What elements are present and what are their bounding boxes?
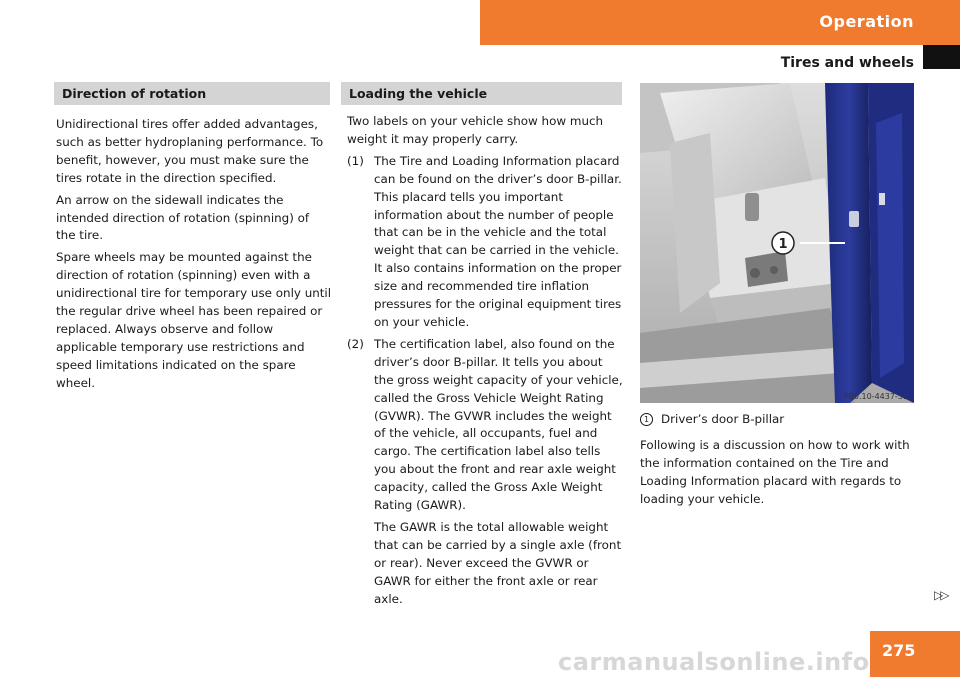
subsection-title: Tires and wheels bbox=[780, 55, 914, 71]
list-text: The certification label, also found on the driver’s door B-pillar. It tells you about the gross weight capacity of your vehicle, called the Gross Vehicle Weight Rating (GVWR). The GVWR includes the weight of the vehicle, all occupants, fuel and cargo. The certification label also tells you about the front and rear axle weight capacity, called the Gross Axle Weight Rating (GAWR). bbox=[374, 336, 623, 513]
paragraph: Following is a discussion on how to work with the information contained on the Tire and Loading Information placard with regards to loading your vehicle. bbox=[640, 437, 910, 506]
paragraph: An arrow on the sidewall indicates the intended direction of rotation (spinning) of the tire. bbox=[56, 192, 310, 243]
left-column bbox=[56, 116, 332, 397]
caption-number-icon: 1 bbox=[640, 413, 653, 426]
list-number: (2) bbox=[347, 336, 364, 351]
right-column bbox=[640, 411, 918, 513]
image-code: P00.10-4437-31 bbox=[843, 392, 908, 401]
photo-callout: 1 bbox=[778, 237, 788, 252]
list-subtext: The GAWR is the total allowable weight that can be carried by a single axle (front or rear). Never exceed the GVWR or GAWR for either the front axle or rear axle. bbox=[374, 519, 622, 606]
continue-arrow-icon: ▷▷ bbox=[934, 588, 947, 602]
watermark: carmanualsonline.info bbox=[558, 648, 870, 676]
list-item bbox=[347, 336, 624, 609]
section-tab bbox=[480, 0, 960, 45]
middle-column bbox=[347, 113, 624, 612]
paragraph: Unidirectional tires offer added advantages, such as better hydroplaning performance. To benefit, however, you must make sure the tires rotate in the direction specified. bbox=[56, 117, 324, 185]
photo-caption bbox=[640, 411, 918, 429]
caption-text: Driver’s door B-pillar bbox=[661, 412, 785, 426]
page-number-tab bbox=[870, 631, 960, 677]
list-text: The Tire and Loading Information placard can be found on the driver’s door B-pillar. This placard tells you important information about the number of people that can be in the vehicle and the total weight that can be carried in the vehicle. It also contains information on the proper size and recommended tire inflation pressures for the original equipment tires on your vehicle. bbox=[374, 153, 622, 329]
page-number: 275 bbox=[882, 641, 916, 660]
direction-heading: Direction of rotation bbox=[54, 82, 330, 105]
section-marker bbox=[923, 45, 960, 69]
list-number: (1) bbox=[347, 153, 364, 168]
list-item bbox=[347, 153, 624, 332]
loading-intro: Two labels on your vehicle show how much weight it may properly carry. bbox=[347, 114, 604, 146]
section-title: Operation bbox=[819, 12, 914, 31]
b-pillar-photo bbox=[640, 83, 914, 403]
paragraph: Spare wheels may be mounted against the direction of rotation (spinning) even with a unidirectional tire for temporary use only until the regular drive wheel has been repaired or replaced. Always observe and follow applicable temporary use restrictions and speed limitations indicated on the spare wheel. bbox=[56, 250, 332, 390]
loading-heading: Loading the vehicle bbox=[341, 82, 622, 105]
